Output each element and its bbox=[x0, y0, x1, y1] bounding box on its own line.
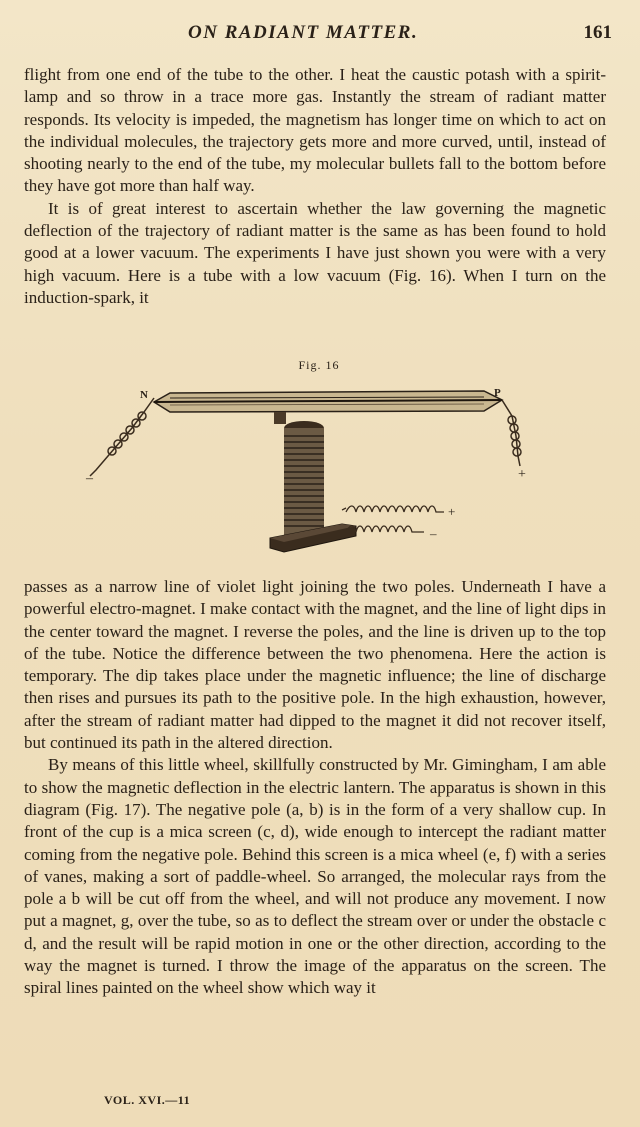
negative-sign-left: – bbox=[86, 471, 93, 486]
pole-label-n: N bbox=[140, 389, 148, 401]
vacuum-tube bbox=[154, 391, 502, 412]
paragraph: flight from one end of the tube to the other. I heat the caustic potash with a spirit-lamp and so throw in a trace more gas. Instantly the stream of radiant matter responds. Its velocity is impeded, the magnetism has longer time on which to act on the individual molecules, the trajectory gets more and more curved, until, instead of shooting nearly to the end of the tube, my molecular bullets fall to the bottom before they have got more than half way. bbox=[24, 65, 606, 196]
paragraph: It is of great interest to ascertain whether the law governing the magnetic deflection of the trajectory of radiant matter is the same as has been found to hold good at a lower vacuum. The experiments I have just shown you were with a very high vacuum. Here is a tube with a low vacuum (Fig. 16). When I turn on the induction-spark, it bbox=[24, 198, 606, 307]
page-number: 161 bbox=[583, 22, 612, 43]
right-wire-coil bbox=[502, 400, 521, 466]
figure-16 bbox=[84, 358, 554, 558]
electro-magnet bbox=[270, 412, 356, 552]
magnet-wire-coils bbox=[342, 506, 444, 532]
running-title: ON RADIANT MATTER. bbox=[188, 22, 419, 43]
body-text-top bbox=[24, 64, 606, 309]
page-header bbox=[0, 22, 640, 48]
crookes-tube-illustration bbox=[84, 376, 554, 558]
figure-caption: Fig. 16 bbox=[298, 358, 340, 372]
pole-label-p: P bbox=[494, 387, 501, 399]
paragraph: passes as a narrow line of violet light joining the two poles. Underneath I have a powerful electro-magnet. I make contact with the magnet, and the line of light dips in the center toward the magnet. I reverse the poles, and the line is driven up to the top of the tube. Notice the difference between the two phenomena. Here the action is temporary. The dip takes place under the magnetic influence; the line of discharge then rises and pursues its path to the positive pole. In the high exhaustion, however, after the stream of radiant matter had dipped to the magnet it did not recover itself, but continued its path in the altered direction. bbox=[24, 577, 606, 753]
positive-sign-coil: + bbox=[448, 504, 456, 519]
paragraph: By means of this little wheel, skillfully constructed by Mr. Gimingham, I am able to show the magnetic deflection in the electric lantern. The apparatus is shown in this diagram (Fig. 17). The negative pole (a, b) is in the form of a very shallow cup. In front of the cup is a mica screen (c, d), wide enough to intercept the radiant matter coming from the negative pole. Behind this screen is a mica wheel (e, f) with a series of vanes, making a sort of paddle-wheel. So arranged, the molecular rays from the pole a b will be cut off from the wheel, and will not produce any movement. I now put a magnet, g, over the tube, so as to deflect the stream over or under the obstacle c d, and the result will be rapid motion in one or the other direction, according to the way the magnet is turned. I throw the image of the apparatus on the screen. The spiral lines painted on the wheel show which way it bbox=[24, 755, 606, 998]
body-text-bottom bbox=[24, 576, 606, 1000]
negative-sign-coil: – bbox=[430, 526, 437, 541]
signature-mark: VOL. XVI.—11 bbox=[104, 1093, 191, 1107]
positive-sign-right: + bbox=[518, 467, 526, 482]
left-wire-coil bbox=[90, 398, 154, 476]
